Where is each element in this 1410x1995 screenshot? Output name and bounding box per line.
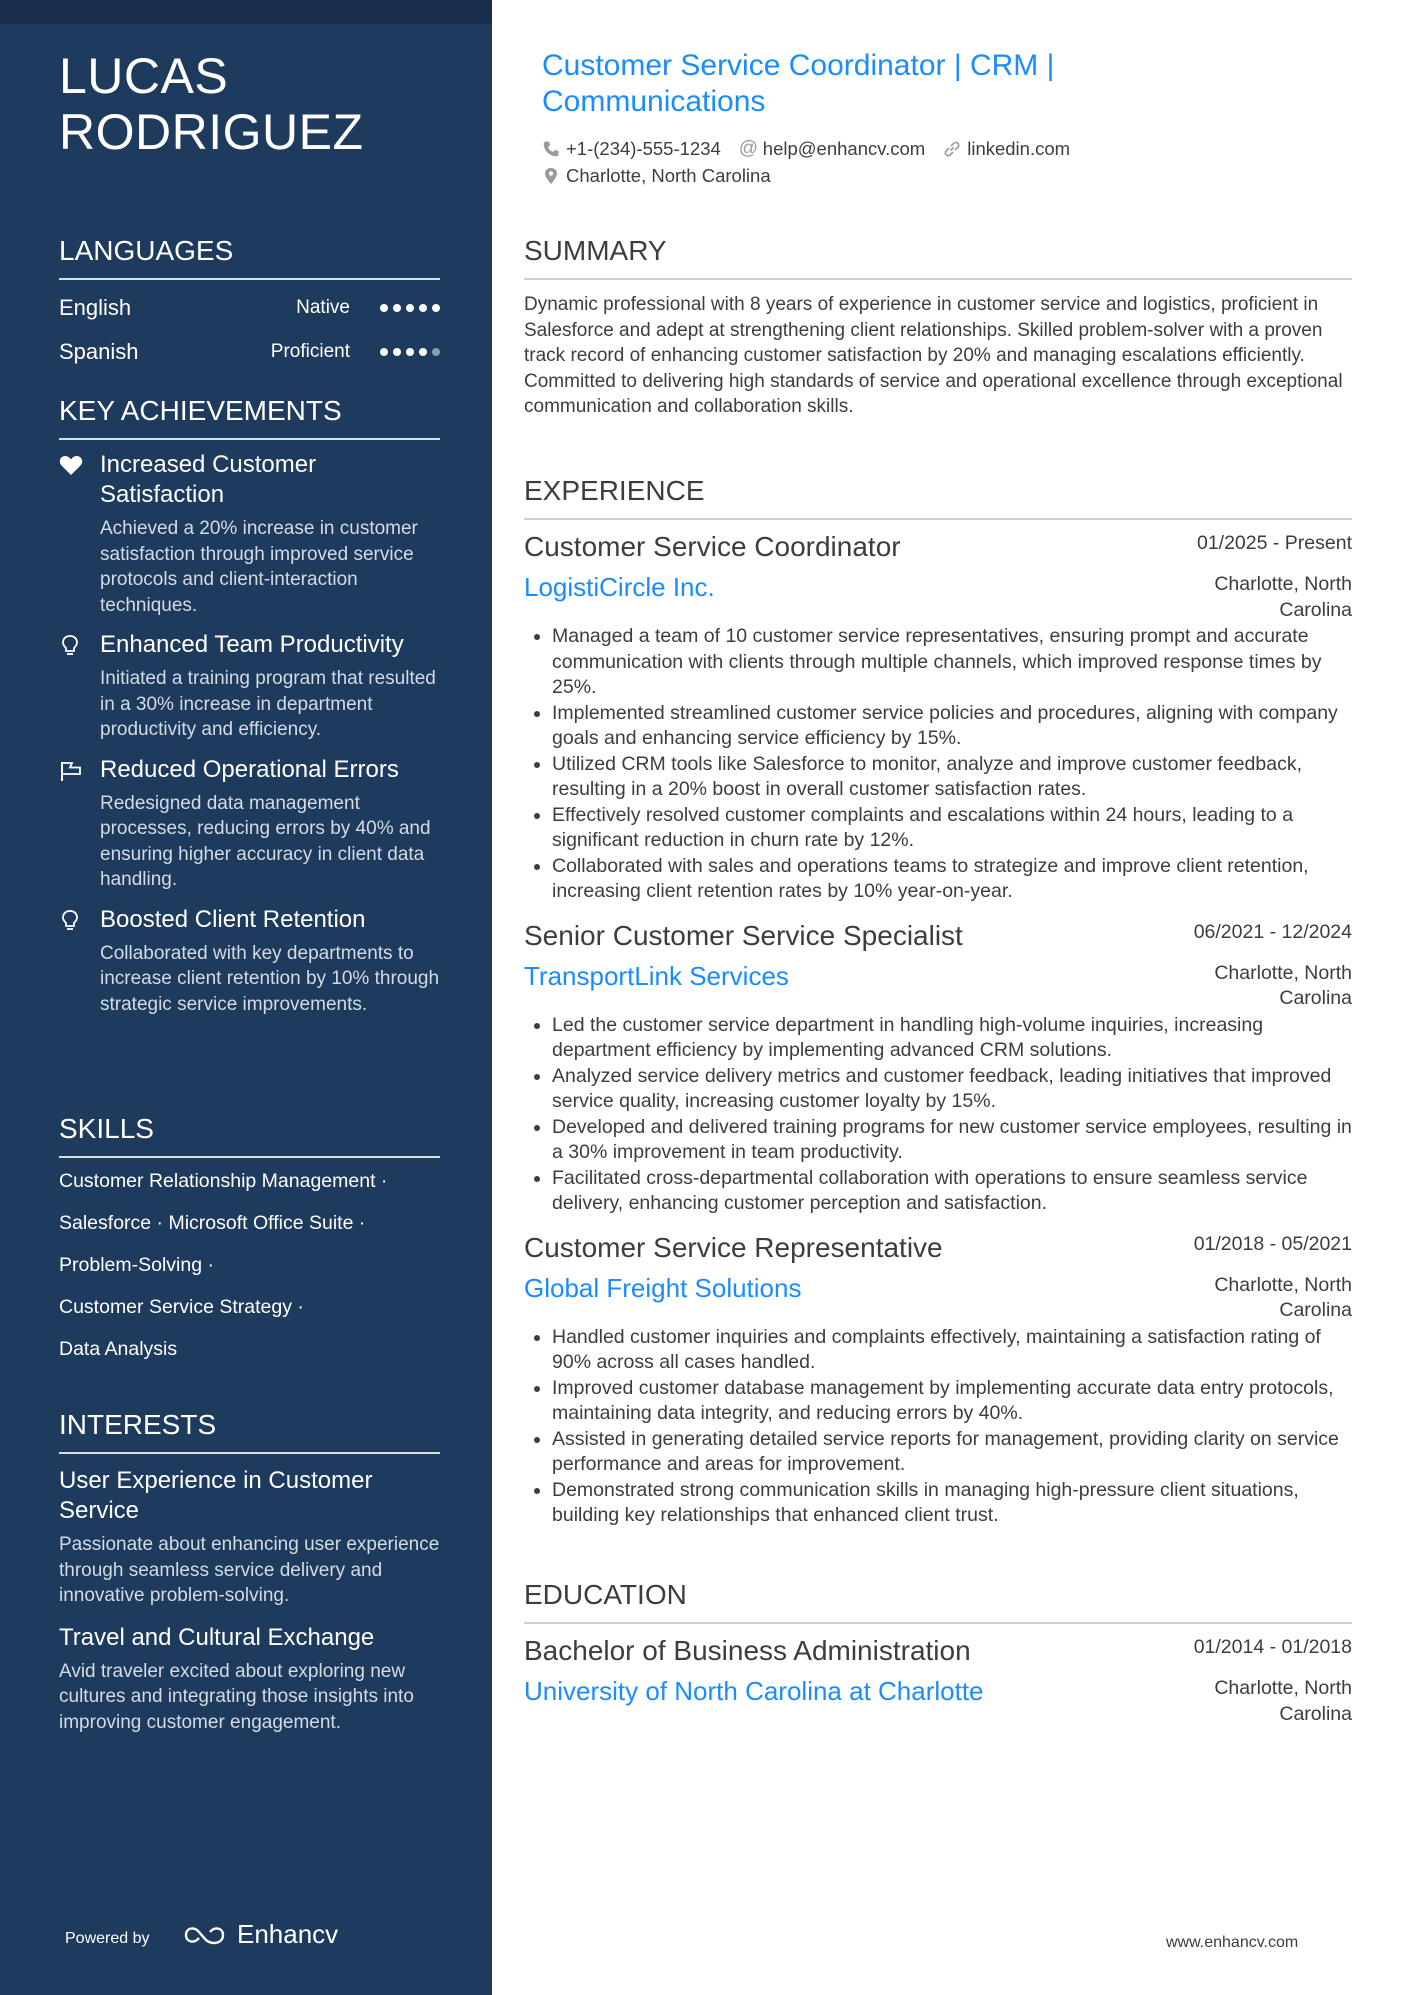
experience-section bbox=[524, 474, 1352, 1529]
skill-line: Salesforce · Microsoft Office Suite · bbox=[59, 1212, 366, 1234]
achievement-title: Boosted Client Retention bbox=[100, 905, 366, 933]
dot bbox=[406, 304, 414, 312]
languages-heading: LANGUAGES bbox=[59, 234, 440, 280]
achievements-section bbox=[59, 394, 440, 1017]
experience-heading: EXPERIENCE bbox=[524, 474, 1352, 520]
education-heading: EDUCATION bbox=[524, 1578, 1352, 1624]
language-row bbox=[59, 286, 440, 330]
bullet-item: • Collaborated with sales and operations teams to strategize and improve client retention, increasing client retention rates by 10% year-on-year. bbox=[552, 854, 1352, 905]
bullet-item: • Effectively resolved customer complaints and escalations within 24 hours, leading to a significant reduction in churn rate by 12%. bbox=[552, 803, 1352, 854]
job-title: Customer Service Coordinator bbox=[524, 531, 901, 562]
link-icon bbox=[943, 140, 961, 158]
interests-heading: INTERESTS bbox=[59, 1408, 440, 1454]
education-dates: 01/2014 - 01/2018 bbox=[1193, 1636, 1352, 1658]
job-entry bbox=[524, 530, 1352, 905]
bullet-item: • Implemented streamlined customer service policies and procedures, aligning with company goals and enhancing service efficiency by 15%. bbox=[552, 701, 1352, 752]
achievement-item bbox=[59, 905, 440, 1018]
at-icon: @ bbox=[738, 138, 759, 159]
language-row bbox=[59, 330, 440, 374]
job-location: Charlotte, North Carolina bbox=[1214, 573, 1352, 621]
linkedin-text: linkedin.com bbox=[967, 138, 1071, 159]
dot bbox=[419, 348, 427, 356]
last-name: RODRIGUEZ bbox=[59, 104, 364, 160]
job-dates: 01/2025 - Present bbox=[1196, 532, 1352, 554]
location-contact bbox=[542, 165, 771, 187]
job-company: TransportLink Services bbox=[524, 960, 789, 991]
job-bullets bbox=[524, 1325, 1352, 1529]
degree-title: Bachelor of Business Administration bbox=[524, 1635, 971, 1666]
achievement-desc: Redesigned data management processes, reducing errors by 40% and ensuring higher accuracy in client data handling. bbox=[100, 792, 431, 890]
headline-line: Customer Service Coordinator | CRM | bbox=[542, 49, 1055, 82]
footer-url[interactable]: www.enhancv.com bbox=[1166, 1934, 1299, 1951]
skill-line: Customer Service Strategy · bbox=[59, 1296, 304, 1318]
sidebar-top-band bbox=[0, 0, 492, 24]
bullet-item: • Demonstrated strong communication skills in managing high-pressure client situations, building key relationships that enhanced client trust. bbox=[552, 1478, 1352, 1529]
phone-icon bbox=[542, 140, 560, 158]
skills-heading: SKILLS bbox=[59, 1112, 440, 1158]
location-pin-icon bbox=[542, 167, 560, 185]
email-contact[interactable] bbox=[739, 138, 925, 160]
job-title: Customer Service Representative bbox=[524, 1231, 943, 1263]
job-bullets bbox=[524, 1013, 1352, 1217]
brand-name: Enhancv bbox=[237, 1919, 339, 1949]
dot bbox=[393, 348, 401, 356]
contact-row bbox=[542, 138, 1302, 160]
bullet-item: • Managed a team of 10 customer service representatives, ensuring prompt and accurate communication with clients through multiple channels, which improved response times by 25%. bbox=[552, 624, 1352, 701]
achievements-heading: KEY ACHIEVEMENTS bbox=[59, 394, 440, 440]
bullet-item: • Led the customer service department in handling high-volume inquiries, increasing department efficiency by implementing advanced CRM solutions. bbox=[552, 1013, 1352, 1064]
sidebar bbox=[0, 0, 492, 1995]
linkedin-contact[interactable] bbox=[943, 138, 1070, 160]
proficiency-dots bbox=[380, 304, 440, 312]
enhancv-logo-icon bbox=[183, 1923, 229, 1947]
languages-section bbox=[59, 234, 440, 374]
education-section bbox=[524, 1578, 1352, 1725]
job-dates: 06/2021 - 12/2024 bbox=[1193, 920, 1352, 943]
achievement-item bbox=[59, 755, 440, 893]
job-title: Senior Customer Service Specialist bbox=[524, 919, 963, 951]
bullet-item: • Assisted in generating detailed service reports for management, providing clarity on service performance and areas for improvement. bbox=[552, 1427, 1352, 1478]
achievement-title: Increased Customer Satisfaction bbox=[100, 451, 317, 508]
phone-contact[interactable] bbox=[542, 138, 721, 160]
lightbulb-icon bbox=[59, 634, 85, 660]
headline-line: Communications bbox=[542, 85, 766, 118]
dot bbox=[380, 304, 388, 312]
candidate-name bbox=[59, 48, 479, 160]
language-level: Native bbox=[296, 297, 350, 318]
bullet-item: • Facilitated cross-departmental collaboration with operations to ensure seamless service delivery, enhancing customer perception and satisfaction. bbox=[552, 1166, 1352, 1217]
education-location: Charlotte, North Carolina bbox=[1214, 1677, 1352, 1725]
dot bbox=[380, 348, 388, 356]
location-row bbox=[542, 165, 1302, 187]
dot bbox=[406, 348, 414, 356]
achievement-title: Enhanced Team Productivity bbox=[100, 631, 404, 658]
interest-title: Travel and Cultural Exchange bbox=[59, 1623, 375, 1651]
powered-by-label: Powered by bbox=[65, 1930, 150, 1947]
dot bbox=[393, 304, 401, 312]
school-name: University of North Carolina at Charlotte bbox=[524, 1676, 984, 1706]
phone-text: +1-(234)-555-1234 bbox=[566, 138, 721, 159]
dot-empty bbox=[432, 348, 440, 356]
skill-line: Data Analysis bbox=[59, 1338, 178, 1360]
achievement-desc: Initiated a training program that resulted in a 30% increase in department productivity and efficiency. bbox=[100, 668, 436, 740]
job-location: Charlotte, North Carolina bbox=[1214, 1273, 1352, 1321]
education-entry bbox=[524, 1634, 1352, 1725]
achievement-item bbox=[59, 630, 440, 743]
heart-icon bbox=[59, 454, 85, 480]
achievement-item bbox=[59, 450, 440, 618]
email-text: help@enhancv.com bbox=[762, 138, 926, 159]
flag-icon bbox=[59, 759, 85, 785]
job-location: Charlotte, North Carolina bbox=[1214, 961, 1352, 1009]
skill-line: Customer Relationship Management · bbox=[59, 1170, 388, 1192]
first-name: LUCAS bbox=[59, 48, 229, 104]
achievement-desc: Achieved a 20% increase in customer satisfaction through improved service protocols and client-interaction techniques. bbox=[100, 518, 418, 616]
interest-title: User Experience in Customer Service bbox=[59, 1467, 373, 1524]
headline bbox=[542, 48, 1142, 120]
bullet-item: • Developed and delivered training programs for new customer service employees, resulting in a 30% improvement in team productivity. bbox=[552, 1115, 1352, 1166]
skills-section bbox=[59, 1112, 440, 1370]
job-entry bbox=[524, 919, 1352, 1217]
summary-text: Dynamic professional with 8 years of experience in customer service and logistics, proficient in Salesforce and adept at strengthening client relationships. Skilled problem-solver with a proven track record of enhancing customer satisfaction by 20% and managing escalations efficiently. Committed to delivering high standards of service and operational excellence through exceptional communication and collaboration skills. bbox=[524, 294, 1343, 417]
enhancv-logo[interactable] bbox=[183, 1919, 338, 1950]
language-name: Spanish bbox=[59, 339, 139, 364]
job-dates: 01/2018 - 05/2021 bbox=[1193, 1232, 1352, 1255]
skill-line: Problem-Solving · bbox=[59, 1254, 214, 1276]
bullet-item: • Improved customer database management by implementing accurate data entry protocols, maintaining data integrity, and reducing errors by 40%. bbox=[552, 1376, 1352, 1427]
job-bullets bbox=[524, 624, 1352, 905]
dot bbox=[419, 304, 427, 312]
interest-desc: Avid traveler excited about exploring new cultures and integrating those insights into improving customer engagement. bbox=[59, 1660, 414, 1733]
dot bbox=[432, 304, 440, 312]
bullet-item: • Analyzed service delivery metrics and customer feedback, leading initiatives that improved service quality, increasing customer loyalty by 15%. bbox=[552, 1064, 1352, 1115]
proficiency-dots bbox=[380, 348, 440, 356]
job-entry bbox=[524, 1231, 1352, 1529]
location-text: Charlotte, North Carolina bbox=[566, 165, 771, 186]
bullet-item: • Utilized CRM tools like Salesforce to monitor, analyze and improve customer feedback, resulting in a 20% boost in overall customer satisfaction rates. bbox=[552, 752, 1352, 803]
interests-section bbox=[59, 1408, 440, 1735]
achievement-title: Reduced Operational Errors bbox=[100, 755, 399, 783]
bullet-item: • Handled customer inquiries and complaints effectively, maintaining a satisfaction rating of 90% across all cases handled. bbox=[552, 1325, 1352, 1376]
job-company: Global Freight Solutions bbox=[524, 1272, 802, 1303]
language-name: English bbox=[59, 295, 132, 320]
achievement-desc: Collaborated with key departments to increase client retention by 10% through strategic service improvements. bbox=[100, 942, 440, 1015]
language-level: Proficient bbox=[270, 341, 350, 362]
job-company: LogistiCircle Inc. bbox=[524, 572, 715, 602]
interest-desc: Passionate about enhancing user experience through seamless service delivery and innovative problem-solving. bbox=[59, 1534, 440, 1606]
summary-section bbox=[524, 234, 1352, 420]
summary-heading: SUMMARY bbox=[524, 234, 1352, 280]
lightbulb-icon bbox=[59, 909, 85, 935]
